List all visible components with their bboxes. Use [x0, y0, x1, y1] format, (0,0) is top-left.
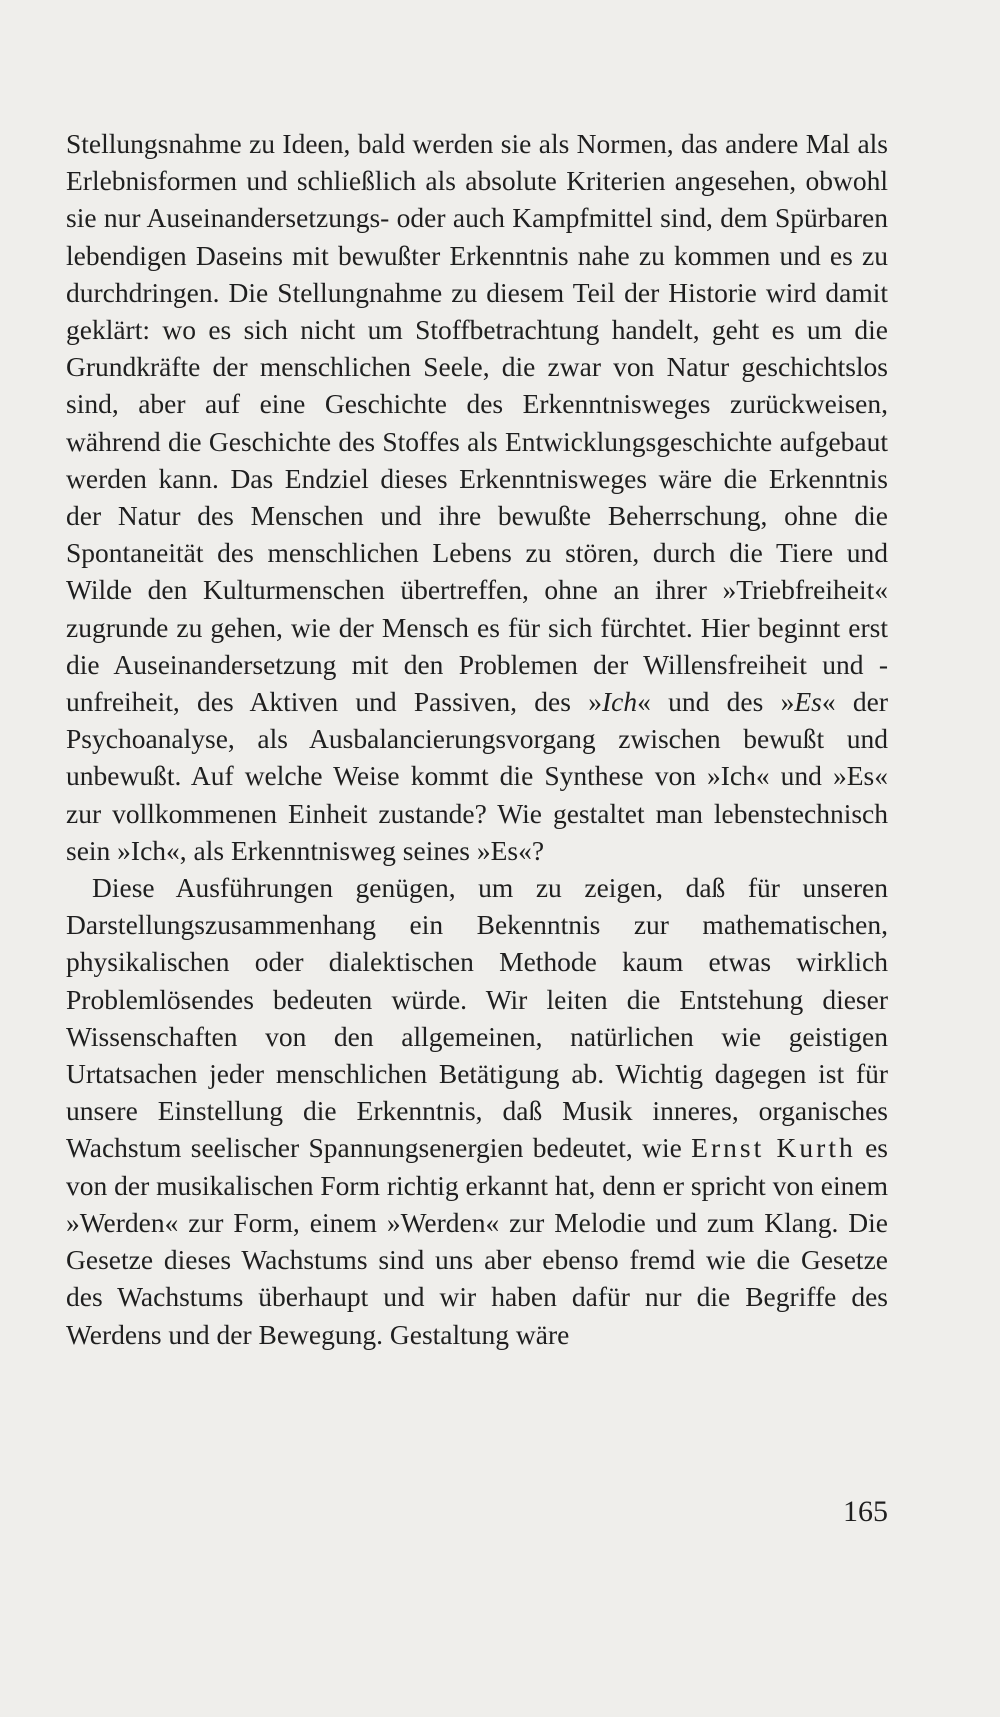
ich-italic: Ich	[601, 686, 638, 718]
paragraph-2-part-2: es von der musikalischen Form richtig erkannt hat, denn er spricht von einem »Werden« zur Form, einem »Werden« zur Melodie und zum Klang. Die Gesetze dieses Wachstums sind uns aber ebenso fremd wie die Gesetze des Wachstums überhaupt und wir haben dafür nur die Begriffe des Werdens und der Bewegung. Gestaltung wäre	[66, 1132, 888, 1350]
body-text	[66, 125, 888, 1353]
paragraph-1-part-1: Stellungsnahme zu Ideen, bald werden sie als Normen, das andere Mal als Erlebnisformen und schließlich als absolute Kriterien angesehen, obwohl sie nur Auseinandersetzungs- oder auch Kampfmittel sind, dem Spürbaren lebendigen Daseins mit bewußter Erkenntnis nahe zu kommen und es zu durchdringen. Die Stellungnahme zu diesem Teil der Historie wird damit geklärt: wo es sich nicht um Stoffbetrachtung handelt, geht es um die Grundkräfte der menschlichen Seele, die zwar von Natur geschichtslos sind, aber auf eine Geschichte des Erkenntnisweges zurückweisen, während die Geschichte des Stoffes als Entwicklungsgeschichte aufgebaut werden kann. Das Endziel dieses Erkenntnisweges wäre die Erkenntnis der Natur des Menschen und ihre bewußte Beherrschung, ohne die Spontaneität des menschlichen Lebens zu stören, durch die Tiere und Wilde den Kulturmenschen übertreffen, ohne an ihrer »Triebfreiheit« zugrunde zu gehen, wie der Mensch es für sich fürchtet. Hier beginnt erst die Auseinandersetzung mit den Problemen der Willensfreiheit und -unfreiheit, des Aktiven und Passiven, des »	[66, 128, 888, 718]
paragraph-2-part-1: Diese Ausführungen genügen, um zu zeigen, daß für unseren Darstellungszusammenhang ein Bekenntnis zur mathematischen, physikalischen oder dialektischen Methode kaum etwas wirklich Problemlösendes bedeuten würde. Wir leiten die Entstehung dieser Wissenschaften von den allgemeinen, natürlichen wie geistigen Urtatsachen jeder menschlichen Betätigung ab. Wichtig dagegen ist für unsere Einstellung die Erkenntnis, daß Musik inneres, organisches Wachstum seelischer Spannungsenergien bedeutet, wie	[66, 872, 888, 1164]
paragraph-1-part-2: « und des »	[637, 686, 795, 718]
paragraph-2	[66, 869, 888, 1353]
author-name: Ernst Kurth	[691, 1132, 856, 1164]
paragraph-1	[66, 125, 888, 869]
paragraph-1-part-3: « der Psychoanalyse, als Ausbalancierungsvorgang zwischen bewußt und unbewußt. Auf welche Weise kommt die Synthese von »Ich« und »Es« zur vollkommenen Einheit zustande? Wie gestaltet man lebenstechnisch sein »Ich«, als Erkenntnisweg seines »Es«?	[66, 686, 888, 866]
es-italic: Es	[794, 686, 822, 718]
page-number: 165	[843, 1495, 888, 1528]
